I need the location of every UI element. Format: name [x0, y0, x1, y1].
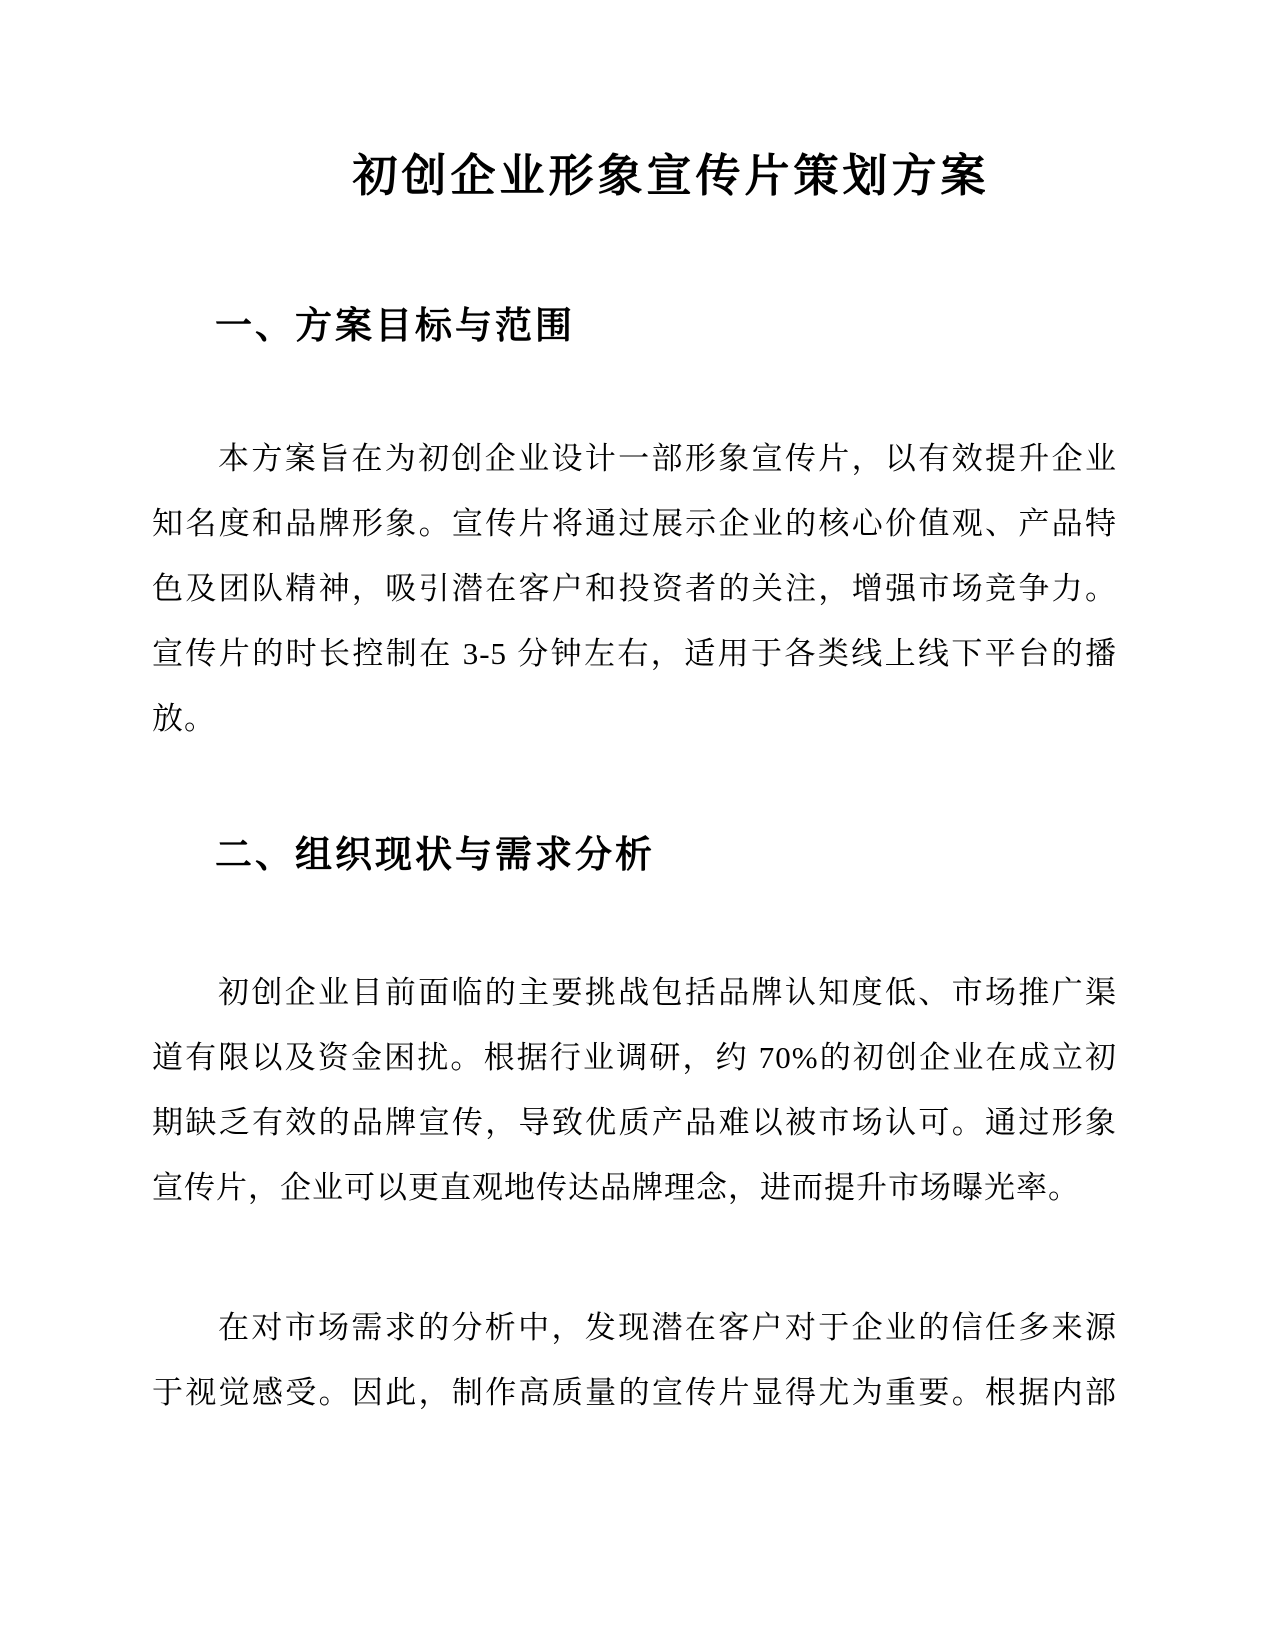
text-line: 道有限以及资金困扰。根据行业调研，约 70%的初创企业在成立初	[152, 1040, 1117, 1075]
text-line: 放。	[152, 701, 216, 736]
text-line: 宣传片的时长控制在 3-5 分钟左右，适用于各类线上线下平台的播	[152, 636, 1117, 671]
text-line: 期缺乏有效的品牌宣传，导致优质产品难以被市场认可。通过形象	[152, 1105, 1117, 1140]
text-line: 色及团队精神，吸引潜在客户和投资者的关注，增强市场竞争力。	[152, 571, 1117, 606]
text-line: 宣传片，企业可以更直观地传达品牌理念，进而提升市场曝光率。	[152, 1170, 1080, 1205]
text-line: 初创企业目前面临的主要挑战包括品牌认知度低、市场推广渠	[218, 975, 1117, 1010]
paragraph-1	[152, 426, 1117, 751]
text-line: 在对市场需求的分析中，发现潜在客户对于企业的信任多来源	[218, 1310, 1117, 1345]
text-line: 知名度和品牌形象。宣传片将通过展示企业的核心价值观、产品特	[152, 506, 1117, 541]
section-heading-1: 一、方案目标与范围	[215, 305, 575, 346]
paragraph-2	[152, 960, 1117, 1220]
text-line: 于视觉感受。因此，制作高质量的宣传片显得尤为重要。根据内部	[152, 1375, 1117, 1410]
document-title: 初创企业形象宣传片策划方案	[352, 150, 990, 201]
text-line: 本方案旨在为初创企业设计一部形象宣传片，以有效提升企业	[218, 441, 1117, 476]
section-heading-2: 二、组织现状与需求分析	[215, 834, 655, 875]
paragraph-3	[152, 1295, 1117, 1425]
